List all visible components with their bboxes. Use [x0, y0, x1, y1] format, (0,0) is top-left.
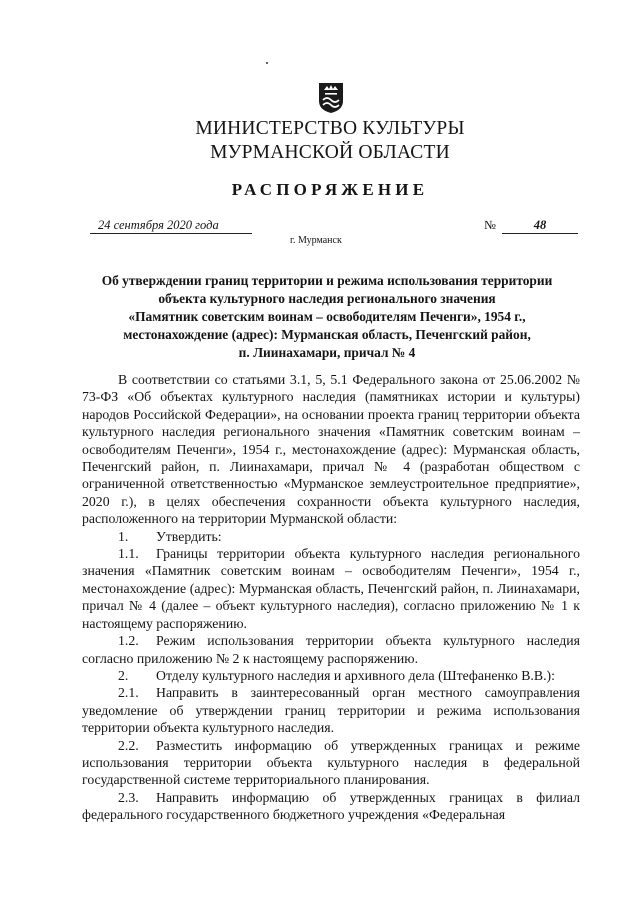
list-item — [82, 667, 580, 684]
item-text: Отделу культурного наследия и архивного дела (Штефаненко В.В.): — [156, 667, 555, 683]
item-number: 1. — [118, 528, 129, 544]
preamble-paragraph: В соответствии со статьями 3.1, 5, 5.1 Федерального закона от 25.06.2002 № 73-ФЗ «Об объектах культурного наследия (памятниках истории и культуры) народов Российской Федерации», на основании проекта границ территории объекта культурного наследия регионального значения «Памятник советским воинам – освободителям Печенги», 1954 г., местонахождение (адрес): Мурманская область, Печенгский район, п. Лиинахамари, причал № 4 (разработан обществом с ограниченной ответственностью «Мурманское землеустроительное предприятие», 2020 г.), в целях обеспечения сохранности объекта культурного наследия, расположенного на территории Мурманской области: — [82, 372, 580, 527]
item-number: 2.1. — [118, 685, 139, 701]
heading-line-5: п. Лиинахамари, причал № 4 — [238, 345, 416, 360]
item-text: Режим использования территории объекта культурного наследия согласно приложению № 2 к настоящему распоряжению. — [82, 633, 580, 666]
item-number: 2. — [118, 667, 129, 683]
list-item — [82, 737, 580, 789]
order-body — [82, 371, 580, 824]
order-date: 24 сентября 2020 года — [90, 218, 252, 234]
item-text: Разместить информацию об утвержденных границах и режиме использования территории объекта культурного наследия в федеральной государственной системе территориального планирования. — [82, 737, 580, 788]
murmansk-coat-of-arms-icon — [318, 82, 344, 114]
list-item — [82, 632, 580, 667]
item-number: 2.3. — [118, 789, 139, 805]
list-item — [82, 545, 580, 632]
item-number: 1.1. — [118, 546, 139, 562]
item-text: Направить информацию об утвержденных границах в филиал федерального государственного бюджетного учреждения «Федеральная — [82, 789, 580, 823]
ministry-line-2: МУРМАНСКОЙ ОБЛАСТИ — [210, 142, 450, 163]
order-number: 48 — [502, 218, 578, 234]
list-item — [82, 789, 580, 824]
number-sign: № — [484, 218, 496, 232]
list-item — [82, 684, 580, 736]
item-text: Границы территории объекта культурного наследия регионального значения «Памятник советским воинам – освободителям Печенги», 1954 г., местонахождение (адрес): Мурманская область, Печенгский район, п. Лиинахамари, причал № 4 (далее – объект культурного наследия), согласно приложению № 1 к настоящему распоряжению. — [82, 546, 580, 631]
ministry-name — [120, 117, 540, 165]
heading-line-4: местонахождение (адрес): Мурманская область, Печенгский район, — [123, 327, 531, 342]
ministry-line-1: МИНИСТЕРСТВО КУЛЬТУРЫ — [195, 118, 465, 139]
heading-line-2: объекта культурного наследия регионального значения — [158, 291, 496, 306]
heading-line-3: «Памятник советским воинам – освободителям Печенги», 1954 г., — [128, 309, 526, 324]
item-text: Направить в заинтересованный орган местного самоуправления уведомление об утверждении границ территории и режима использования территории объекта культурного наследия. — [82, 685, 580, 736]
item-number: 2.2. — [118, 737, 139, 753]
city: г. Мурманск — [290, 235, 342, 246]
item-number: 1.2. — [118, 633, 139, 649]
list-item — [82, 528, 580, 545]
order-heading — [70, 272, 584, 362]
item-text: Утвердить: — [156, 528, 222, 544]
heading-line-1: Об утверждении границ территории и режима использования территории — [101, 273, 553, 288]
document-type: РАСПОРЯЖЕНИЕ — [231, 180, 429, 199]
scan-speck — [266, 62, 268, 64]
